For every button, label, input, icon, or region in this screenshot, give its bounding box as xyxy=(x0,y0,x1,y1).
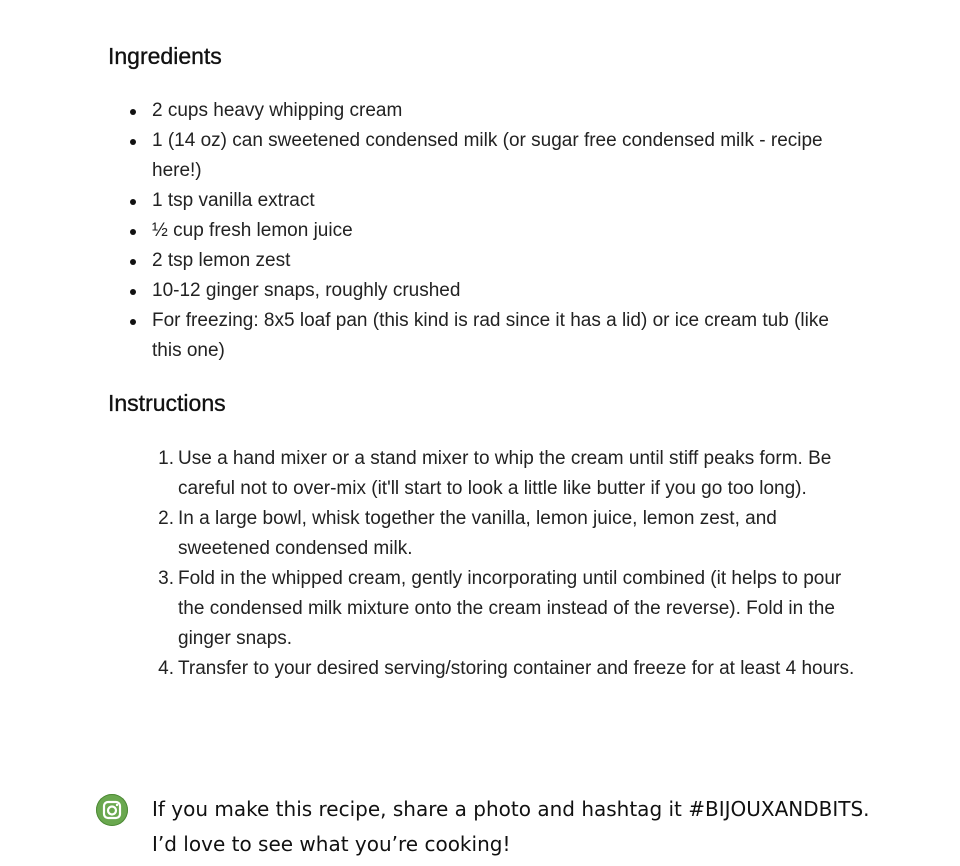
step-number: 4. xyxy=(158,658,174,679)
step-text: In a large bowl, whisk together the vanilla, lemon juice, lemon zest, and sweetened condensed milk. xyxy=(178,508,777,559)
ingredient-item: ½ cup fresh lemon juice xyxy=(152,216,852,246)
ingredient-item: For freezing: 8x5 loaf pan (this kind is rad since it has a lid) or ice cream tub (like this one) xyxy=(152,306,852,366)
step-number: 2. xyxy=(158,508,174,529)
step-text: Fold in the whipped cream, gently incorporating until combined (it helps to pour the condensed milk mixture onto the cream instead of the reverse). Fold in the ginger snaps. xyxy=(178,568,842,649)
ingredient-item: 1 tsp vanilla extract xyxy=(152,186,852,216)
ingredient-item: 2 tsp lemon zest xyxy=(152,246,852,276)
ingredients-heading: Ingredients xyxy=(108,43,222,69)
instructions-list xyxy=(108,444,858,684)
instructions-heading: Instructions xyxy=(108,390,226,416)
step-number: 3. xyxy=(158,568,174,589)
step-text: Transfer to your desired serving/storing container and freeze for at least 4 hours. xyxy=(178,658,855,679)
step-text: Use a hand mixer or a stand mixer to whip the cream until stiff peaks form. Be careful not to over-mix (it'll start to look a little like butter if you go too long). xyxy=(178,448,832,499)
ingredient-item: 1 (14 oz) can sweetened condensed milk (or sugar free condensed milk - recipe here!) xyxy=(152,126,852,186)
instruction-step xyxy=(158,654,858,684)
instruction-step xyxy=(158,444,858,504)
ingredient-item: 10-12 ginger snaps, roughly crushed xyxy=(152,276,852,306)
share-text: If you make this recipe, share a photo and hashtag it #BIJOUXANDBITS. I’d love to see what you’re cooking! xyxy=(152,797,870,856)
instruction-step xyxy=(158,504,858,564)
step-number: 1. xyxy=(158,448,174,469)
ingredients-list xyxy=(108,96,852,366)
instruction-step xyxy=(158,564,858,654)
share-callout xyxy=(96,792,886,866)
instagram-icon[interactable] xyxy=(96,794,128,826)
ingredient-item: 2 cups heavy whipping cream xyxy=(152,96,852,126)
